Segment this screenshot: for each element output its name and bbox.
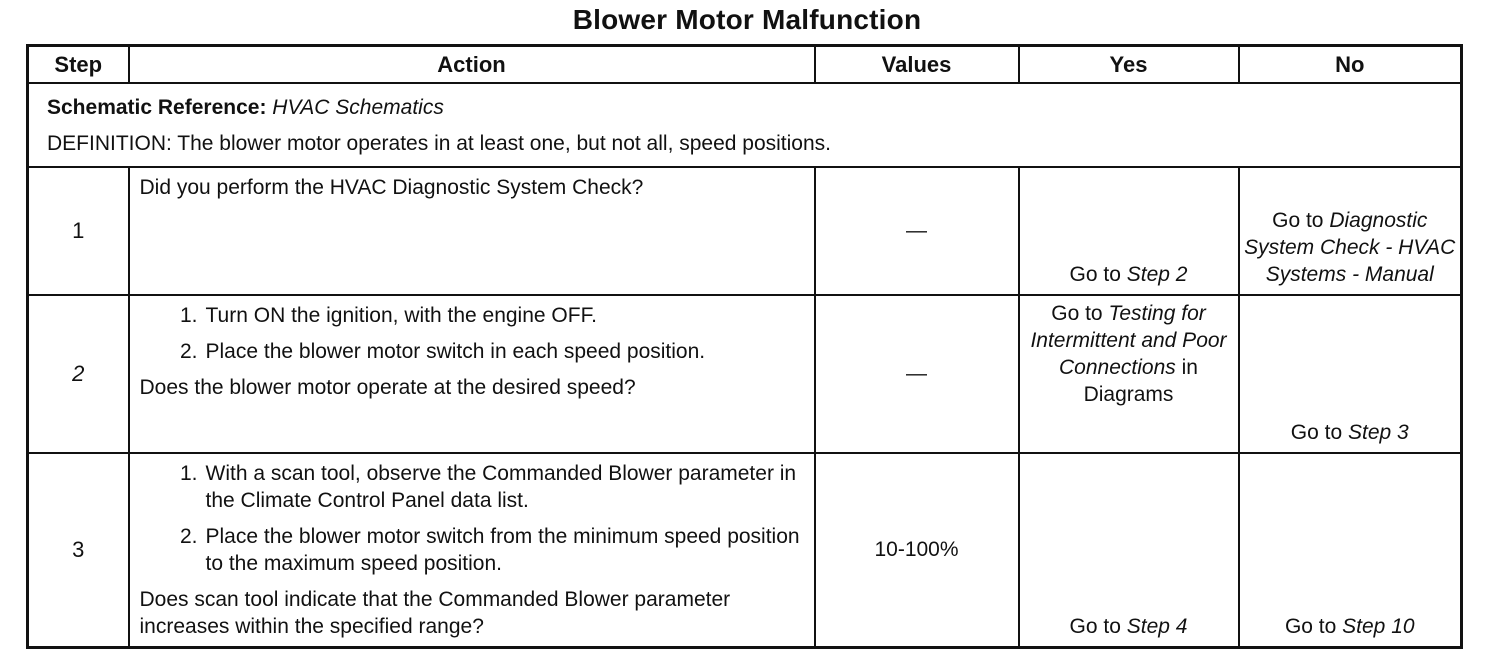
values-cell: 10-100% (815, 453, 1019, 648)
no-link[interactable]: Diagnostic System Check - HVAC Systems - Manual (1244, 209, 1456, 286)
step-number: 3 (28, 453, 129, 648)
step-number: 2 (28, 295, 129, 453)
action-cell (129, 295, 815, 453)
no-prefix: Go to (1272, 209, 1324, 232)
yes-link[interactable]: Step 4 (1126, 615, 1188, 638)
yes-cell (1019, 295, 1239, 453)
header-yes: Yes (1019, 46, 1239, 84)
action-question: Does scan tool indicate that the Commanded Blower parameter increases within the specified range? (139, 588, 731, 638)
yes-prefix: Go to (1069, 263, 1121, 286)
table-row-step-3 (28, 453, 1462, 648)
schematic-reference-label: Schematic Reference: (47, 96, 267, 119)
yes-link[interactable]: Testing for Intermittent and Poor Connections (1030, 302, 1227, 379)
action-question: Does the blower motor operate at the desired speed? (139, 376, 636, 399)
no-cell (1239, 167, 1462, 295)
step-number: 1 (28, 167, 129, 295)
table-row-step-2 (28, 295, 1462, 453)
yes-cell (1019, 453, 1239, 648)
action-list-item: 2. Place the blower motor switch in each speed position. (179, 340, 706, 363)
header-row (28, 46, 1462, 84)
action-cell (129, 453, 815, 648)
values-cell: — (815, 295, 1019, 453)
no-prefix: Go to (1284, 615, 1337, 638)
no-cell (1239, 295, 1462, 453)
page-title: Blower Motor Malfunction (572, 4, 922, 35)
yes-suffix: in Diagrams (1083, 356, 1198, 406)
action-question: Did you perform the HVAC Diagnostic System Check? (139, 176, 644, 199)
action-list-item: 1. With a scan tool, observe the Commanded Blower parameter in the Climate Control Panel data list. (179, 462, 797, 512)
action-list-item: 1. Turn ON the ignition, with the engine OFF. (179, 304, 597, 327)
no-link[interactable]: Step 3 (1348, 421, 1409, 444)
header-no: No (1239, 46, 1462, 84)
action-cell (129, 167, 815, 295)
reference-row (28, 83, 1462, 167)
table-row-step-1 (28, 167, 1462, 295)
yes-prefix: Go to (1051, 302, 1103, 325)
yes-cell (1019, 167, 1239, 295)
header-action: Action (129, 46, 815, 84)
yes-link[interactable]: Step 2 (1126, 263, 1188, 286)
no-prefix: Go to (1290, 421, 1343, 444)
header-step: Step (28, 46, 129, 84)
diagnostic-table (26, 44, 1463, 649)
header-values: Values (815, 46, 1019, 84)
yes-prefix: Go to (1069, 615, 1121, 638)
no-link[interactable]: Step 10 (1342, 615, 1415, 638)
no-cell (1239, 453, 1462, 648)
schematic-reference-link[interactable]: HVAC Schematics (272, 96, 444, 119)
reference-cell (28, 83, 1462, 167)
definition-text: DEFINITION: The blower motor operates in at least one, but not all, speed positions. (47, 132, 832, 155)
action-list-item: 2. Place the blower motor switch from the minimum speed position to the maximum speed position. (179, 525, 800, 575)
values-cell: — (815, 167, 1019, 295)
